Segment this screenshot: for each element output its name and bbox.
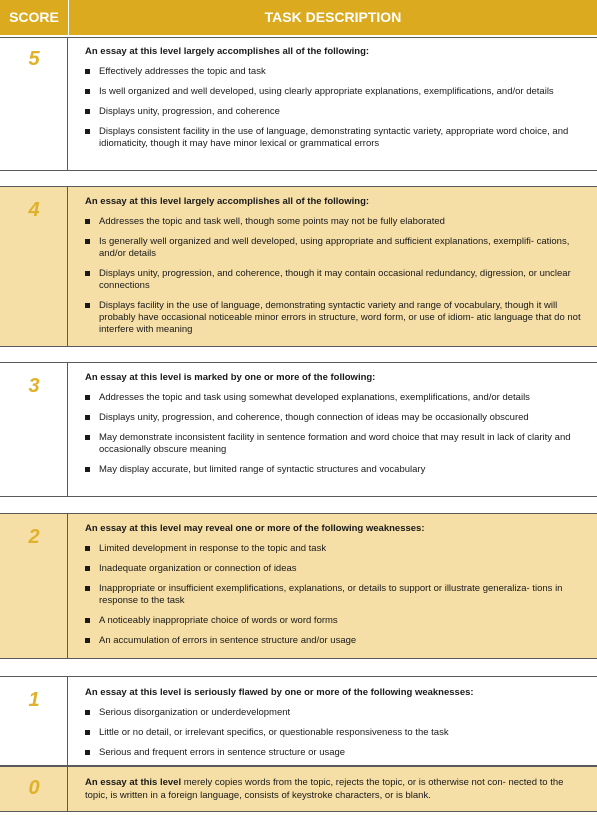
list-item-text: Addresses the topic and task well, though some points may not be fully elaborated xyxy=(99,216,445,227)
list-item-text: Displays unity, progression, and coherence, though it may contain occasional redundancy, digression, or unclear connections xyxy=(99,268,571,291)
list-item xyxy=(85,216,585,228)
list-item-text: A noticeably inappropriate choice of words or word forms xyxy=(99,615,338,626)
list-item-text: Displays facility in the use of language, demonstrating syntactic variety and range of vocabulary, though it will probably have occasional noticeable minor errors in structure, word form, or use of idiom- atic language that do not interfere with meaning xyxy=(99,300,581,335)
list-item xyxy=(85,432,585,456)
square-bullet-icon xyxy=(85,467,90,472)
task-description-column-header: TASK DESCRIPTION xyxy=(264,9,402,25)
score-value: 3 xyxy=(28,375,40,397)
list-item xyxy=(85,563,585,575)
square-bullet-icon xyxy=(85,415,90,420)
score-value: 2 xyxy=(28,526,40,548)
score-cell xyxy=(0,514,68,658)
score-value: 0 xyxy=(28,777,40,799)
square-bullet-icon xyxy=(85,435,90,440)
square-bullet-icon xyxy=(85,546,90,551)
task-description-cell xyxy=(85,46,585,158)
list-item xyxy=(85,66,585,78)
list-item-text: Serious and frequent errors in sentence structure or usage xyxy=(99,747,346,758)
level-lead-text: An essay at this level largely accomplishes all of the following: xyxy=(85,46,370,57)
level-0-row xyxy=(0,766,597,812)
score-cell xyxy=(0,187,68,346)
level-lead-text: An essay at this level may reveal one or more of the following weaknesses: xyxy=(85,523,425,534)
list-item xyxy=(85,615,585,627)
list-item-text: Inadequate organization or connection of ideas xyxy=(99,563,297,574)
list-item xyxy=(85,635,585,647)
score-cell xyxy=(0,677,68,765)
level-lead-text: An essay at this level is marked by one or more of the following: xyxy=(85,372,376,383)
list-item xyxy=(85,392,585,404)
list-item xyxy=(85,86,585,98)
list-item xyxy=(85,236,585,260)
score-cell xyxy=(0,38,68,170)
list-item xyxy=(85,464,585,476)
list-item xyxy=(85,268,585,292)
level-3-row xyxy=(0,362,597,497)
list-item-text: Displays consistent facility in the use of language, demonstrating syntactic variety, appropriate word choice, and idiomaticity, though it may have minor lexical or grammatical errors xyxy=(99,126,569,149)
square-bullet-icon xyxy=(85,395,90,400)
level-1-row xyxy=(0,676,597,766)
list-item xyxy=(85,106,585,118)
score-value: 5 xyxy=(28,48,40,70)
level-5-row xyxy=(0,37,597,171)
task-description-cell xyxy=(85,687,585,767)
square-bullet-icon xyxy=(85,271,90,276)
level-lead-text: An essay at this level xyxy=(85,777,182,788)
list-item xyxy=(85,707,585,719)
score-value: 4 xyxy=(28,199,40,221)
list-item-text: May display accurate, but limited range of syntactic structures and vocabulary xyxy=(99,464,426,475)
score-value: 1 xyxy=(28,689,40,711)
list-item-text: Is generally well organized and well developed, using appropriate and sufficient explanations, exemplifi- cations, and/or details xyxy=(99,236,570,259)
square-bullet-icon xyxy=(85,710,90,715)
score-cell xyxy=(0,363,68,496)
level-lead-text: An essay at this level is seriously flawed by one or more of the following weaknesses: xyxy=(85,687,474,698)
task-description-cell xyxy=(85,196,585,344)
list-item xyxy=(85,300,585,336)
square-bullet-icon xyxy=(85,219,90,224)
list-item-text: An accumulation of errors in sentence structure and/or usage xyxy=(99,635,357,646)
level-lead-text: An essay at this level largely accomplishes all of the following: xyxy=(85,196,370,207)
list-item xyxy=(85,412,585,424)
list-item-text: Serious disorganization or underdevelopment xyxy=(99,707,291,718)
square-bullet-icon xyxy=(85,129,90,134)
list-item-text: Little or no detail, or irrelevant specifics, or questionable responsiveness to the task xyxy=(99,727,449,738)
list-item-text: Inappropriate or insufficient exemplifications, explanations, or details to support or illustrate generaliza- tions in response to the task xyxy=(99,583,563,606)
square-bullet-icon xyxy=(85,109,90,114)
list-item xyxy=(85,583,585,607)
square-bullet-icon xyxy=(85,69,90,74)
list-item-text: Displays unity, progression, and coherence xyxy=(99,106,280,117)
square-bullet-icon xyxy=(85,303,90,308)
level-4-row xyxy=(0,186,597,347)
square-bullet-icon xyxy=(85,730,90,735)
list-item xyxy=(85,727,585,739)
square-bullet-icon xyxy=(85,239,90,244)
list-item-text: Addresses the topic and task using somewhat developed explanations, exemplifications, and/or details xyxy=(99,392,530,403)
list-item-text: Limited development in response to the topic and task xyxy=(99,543,327,554)
level-2-row xyxy=(0,513,597,659)
task-description-cell xyxy=(85,776,585,802)
list-item-text: Is well organized and well developed, using clearly appropriate explanations, exemplifications, and/or details xyxy=(99,86,554,97)
list-item xyxy=(85,543,585,555)
square-bullet-icon xyxy=(85,89,90,94)
square-bullet-icon xyxy=(85,618,90,623)
level-description-text: merely copies words from the topic, rejects the topic, or is otherwise not con- nected to the topic, is written in a foreign language, consists of keystroke characters, or is blank. xyxy=(85,777,564,801)
task-description-cell xyxy=(85,523,585,655)
square-bullet-icon xyxy=(85,566,90,571)
task-description-cell xyxy=(85,372,585,484)
list-item-text: Effectively addresses the topic and task xyxy=(99,66,266,77)
table-header xyxy=(0,0,597,37)
list-item xyxy=(85,126,585,150)
square-bullet-icon xyxy=(85,638,90,643)
square-bullet-icon xyxy=(85,750,90,755)
score-cell xyxy=(0,767,68,811)
list-item xyxy=(85,747,585,759)
score-column-header: SCORE xyxy=(0,0,69,35)
list-item-text: Displays unity, progression, and coherence, though connection of ideas may be occasionally obscured xyxy=(99,412,529,423)
square-bullet-icon xyxy=(85,586,90,591)
list-item-text: May demonstrate inconsistent facility in sentence formation and word choice that may result in lack of clarity and occasionally obscure meaning xyxy=(99,432,571,455)
